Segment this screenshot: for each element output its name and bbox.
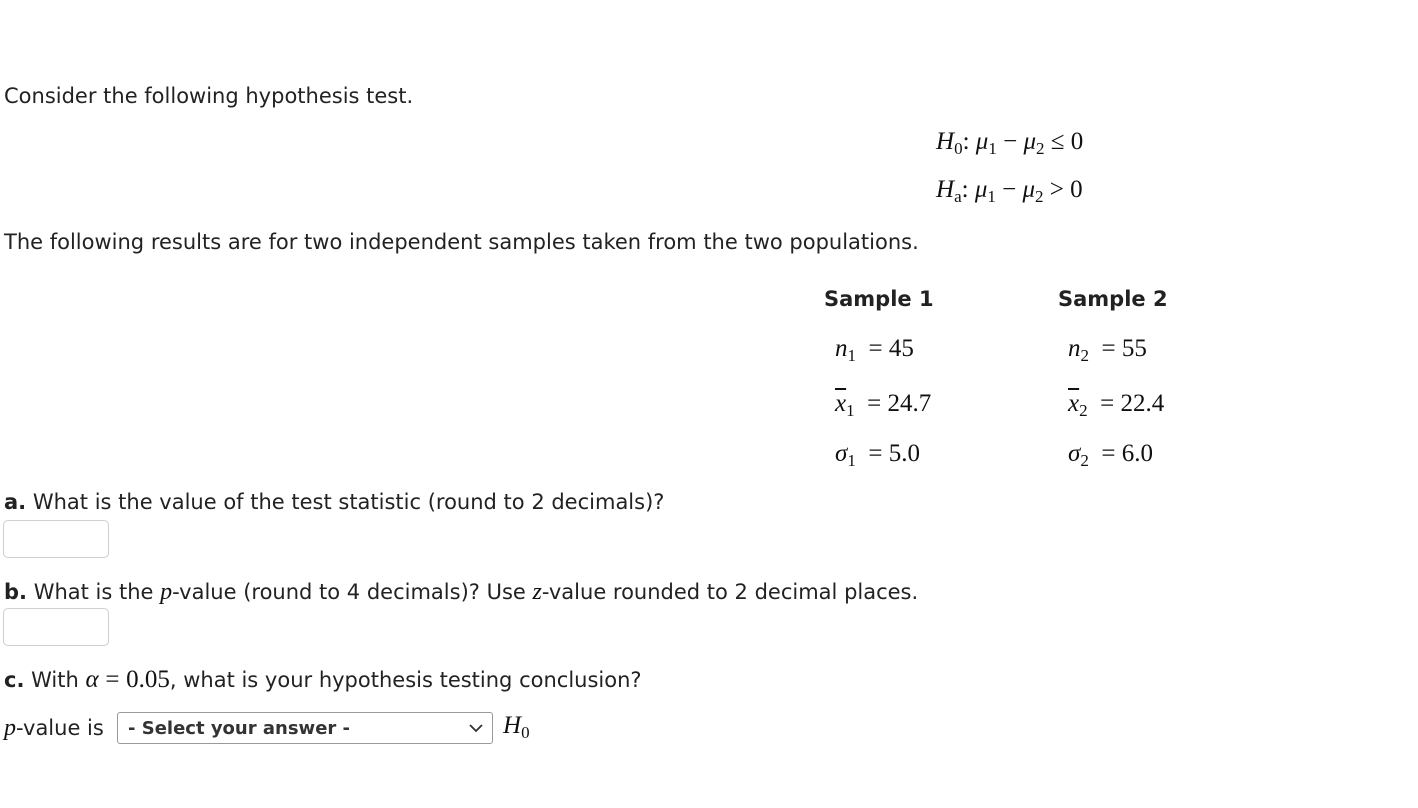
question-b: b. What is the p-value (round to 4 decimals)? Use z-value rounded to 2 decimal places. bbox=[4, 579, 919, 605]
question-a bbox=[4, 492, 664, 513]
sample-2-sigma: $\sigma_2 = 6.0$ bbox=[1068, 440, 1153, 470]
sample-1-n: $n_1 = 45$ bbox=[835, 335, 914, 365]
test-statistic-input[interactable] bbox=[3, 520, 109, 558]
alt-hypothesis: $H_a$: $\mu_1 - \mu_2 > 0$ bbox=[936, 176, 1083, 206]
question-c: c. With α = 0.05, what is your hypothesis testing conclusion? bbox=[4, 666, 642, 693]
question-a-label: a. bbox=[4, 490, 27, 514]
null-hypothesis: $H_0$: $\mu_1 - \mu_2 \le 0$ bbox=[936, 128, 1084, 158]
conclusion-label: p-value is bbox=[4, 715, 104, 741]
conclusion-select[interactable] bbox=[117, 712, 493, 744]
question-a-text: What is the value of the test statistic (round to 2 decimals)? bbox=[32, 490, 665, 514]
sample-1-sigma: $\sigma_1 = 5.0$ bbox=[835, 440, 920, 470]
intro-text: Consider the following hypothesis test. bbox=[4, 84, 414, 108]
p-value-input[interactable] bbox=[3, 608, 109, 646]
sample-2-header: Sample 2 bbox=[1058, 287, 1168, 311]
sample-2-n: $n_2 = 55$ bbox=[1068, 335, 1147, 365]
sample-2-mean: $\overline{x}_2 = 22.4$ bbox=[1068, 390, 1165, 420]
sample-1-mean: $\overline{x}_1 = 24.7$ bbox=[835, 390, 932, 420]
sample-1-header: Sample 1 bbox=[824, 287, 934, 311]
chevron-down-icon bbox=[468, 721, 484, 735]
null-hypothesis-symbol: $H_0$ bbox=[503, 712, 530, 742]
samples-intro-text: The following results are for two independent samples taken from the two populations. bbox=[4, 230, 919, 254]
conclusion-select-value: - Select your answer - bbox=[128, 717, 351, 739]
